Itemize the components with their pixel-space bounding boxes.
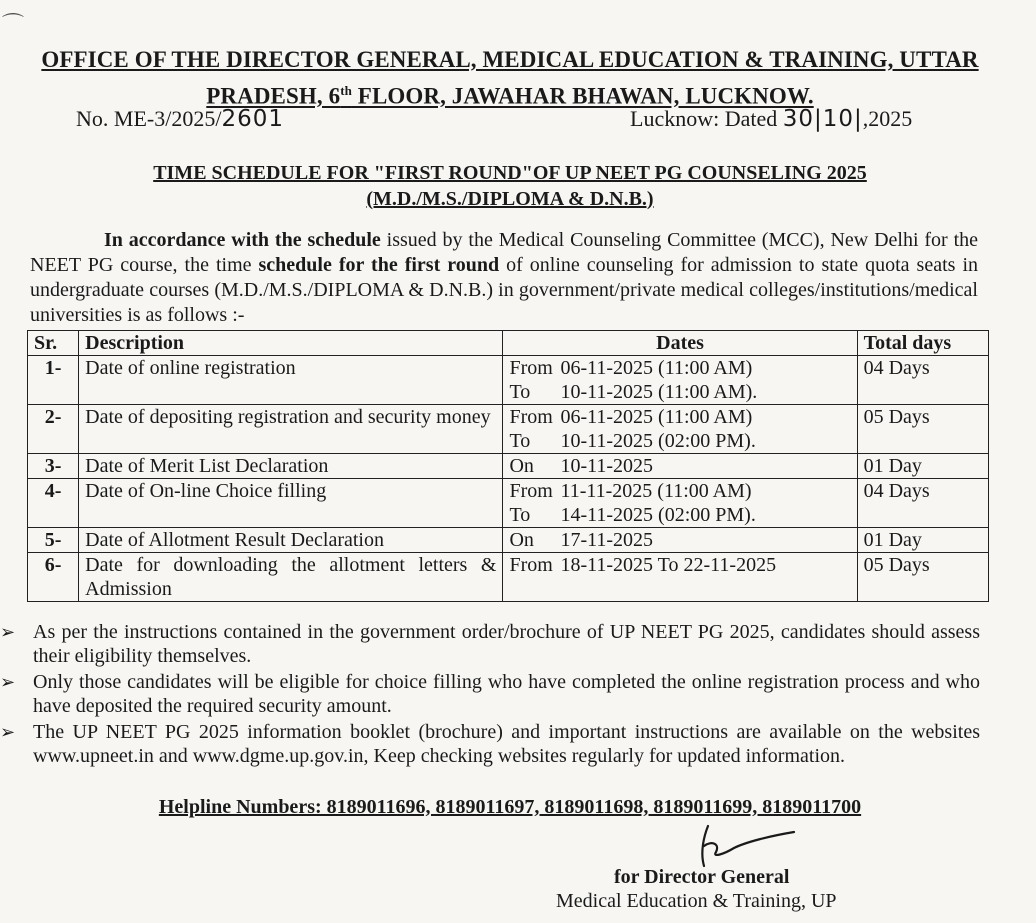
header-sr: Sr. [28,331,79,356]
row-sr: 2- [28,405,79,454]
office-line-2: PRADESH, 6th FLOOR, JAWAHAR BHAWAN, LUCKNOW. [206,83,814,109]
arrow-bullet-icon: ➢ [0,672,16,692]
row-description: Date of depositing registration and security money [79,405,503,454]
row-sr: 4- [28,479,79,528]
row-sr: 6- [28,553,79,602]
row-description: Date for downloading the allotment letters & Admission [79,553,503,602]
table-row [28,356,989,405]
signatory-organisation: Medical Education & Training, UP [556,890,837,912]
title-line-1: TIME SCHEDULE FOR "FIRST ROUND"OF UP NEET PG COUNSELING 2025 [153,162,867,184]
title-line-2: (M.D./M.S./DIPLOMA & D.N.B.) [366,188,654,210]
row-dates: From 11-11-2025 (11:00 AM) To 14-11-2025 (02:00 PM). [503,479,857,528]
table-header-row [28,331,989,356]
row-description: Date of On-line Choice filling [79,479,503,528]
row-dates: On 10-11-2025 [503,454,857,479]
row-dates: From 06-11-2025 (11:00 AM) To 10-11-2025 (11:00 AM). [503,356,857,405]
instruction-list [0,620,980,770]
header-total-days: Total days [857,331,988,356]
row-total-days: 01 Day [857,528,988,553]
issue-date: Lucknow: Dated 30|10|,2025 [630,106,913,132]
row-description: Date of Allotment Result Declaration [79,528,503,553]
scan-corner-mark: ⌒ [2,12,25,37]
row-sr: 5- [28,528,79,553]
helpline-numbers: Helpline Numbers: 8189011696, 8189011697, 8189011698, 8189011699, 8189011700 [158,796,862,818]
table-row [28,528,989,553]
signature-scribble-icon [690,822,800,870]
handwritten-date: 30|10| [782,106,863,132]
schedule-title [30,160,990,212]
row-total-days: 04 Days [857,356,988,405]
row-description: Date of online registration [79,356,503,405]
header-description: Description [79,331,503,356]
arrow-bullet-icon: ➢ [0,722,16,742]
intro-paragraph: In accordance with the schedule issued by the Medical Counseling Committee (MCC), New Delhi for the NEET PG course, the time schedule for the first round of online counseling for admission to state quota seats in undergraduate courses (M.D./M.S./DIPLOMA & D.N.B.) in government/private medical colleges/institutions/medical universities is as follows :- [30,229,979,326]
table-row [28,405,989,454]
table-row [28,553,989,602]
row-dates: From 06-11-2025 (11:00 AM) To 10-11-2025 (02:00 PM). [503,405,857,454]
signatory-line: for Director General [614,866,790,888]
office-line-1: OFFICE OF THE DIRECTOR GENERAL, MEDICAL EDUCATION & TRAINING, UTTAR [41,47,979,72]
row-total-days: 04 Days [857,479,988,528]
schedule-table [27,330,989,602]
reference-number: No. ME-3/2025/2601 [76,106,284,132]
row-total-days: 05 Days [857,553,988,602]
list-item: ➢ Only those candidates will be eligible for choice filling who have completed the online registration process and who have deposited the required security amount. [0,671,980,717]
office-heading [30,44,990,112]
row-sr: 3- [28,454,79,479]
table-row [28,454,989,479]
header-dates: Dates [503,331,857,356]
row-dates: From 18-11-2025 To 22-11-2025 [503,553,857,602]
list-item: ➢ The UP NEET PG 2025 information booklet (brochure) and important instructions are available on the websites www.upneet.in and www.dgme.up.gov.in, Keep checking websites regularly for updated information. [0,721,980,767]
row-total-days: 01 Day [857,454,988,479]
row-dates: On 17-11-2025 [503,528,857,553]
table-row [28,479,989,528]
row-description: Date of Merit List Declaration [79,454,503,479]
list-item: ➢ As per the instructions contained in the government order/brochure of UP NEET PG 2025, candidates should assess their eligibility themselves. [0,621,980,667]
handwritten-ref-number: 2601 [221,106,284,132]
arrow-bullet-icon: ➢ [0,622,16,642]
row-total-days: 05 Days [857,405,988,454]
row-sr: 1- [28,356,79,405]
